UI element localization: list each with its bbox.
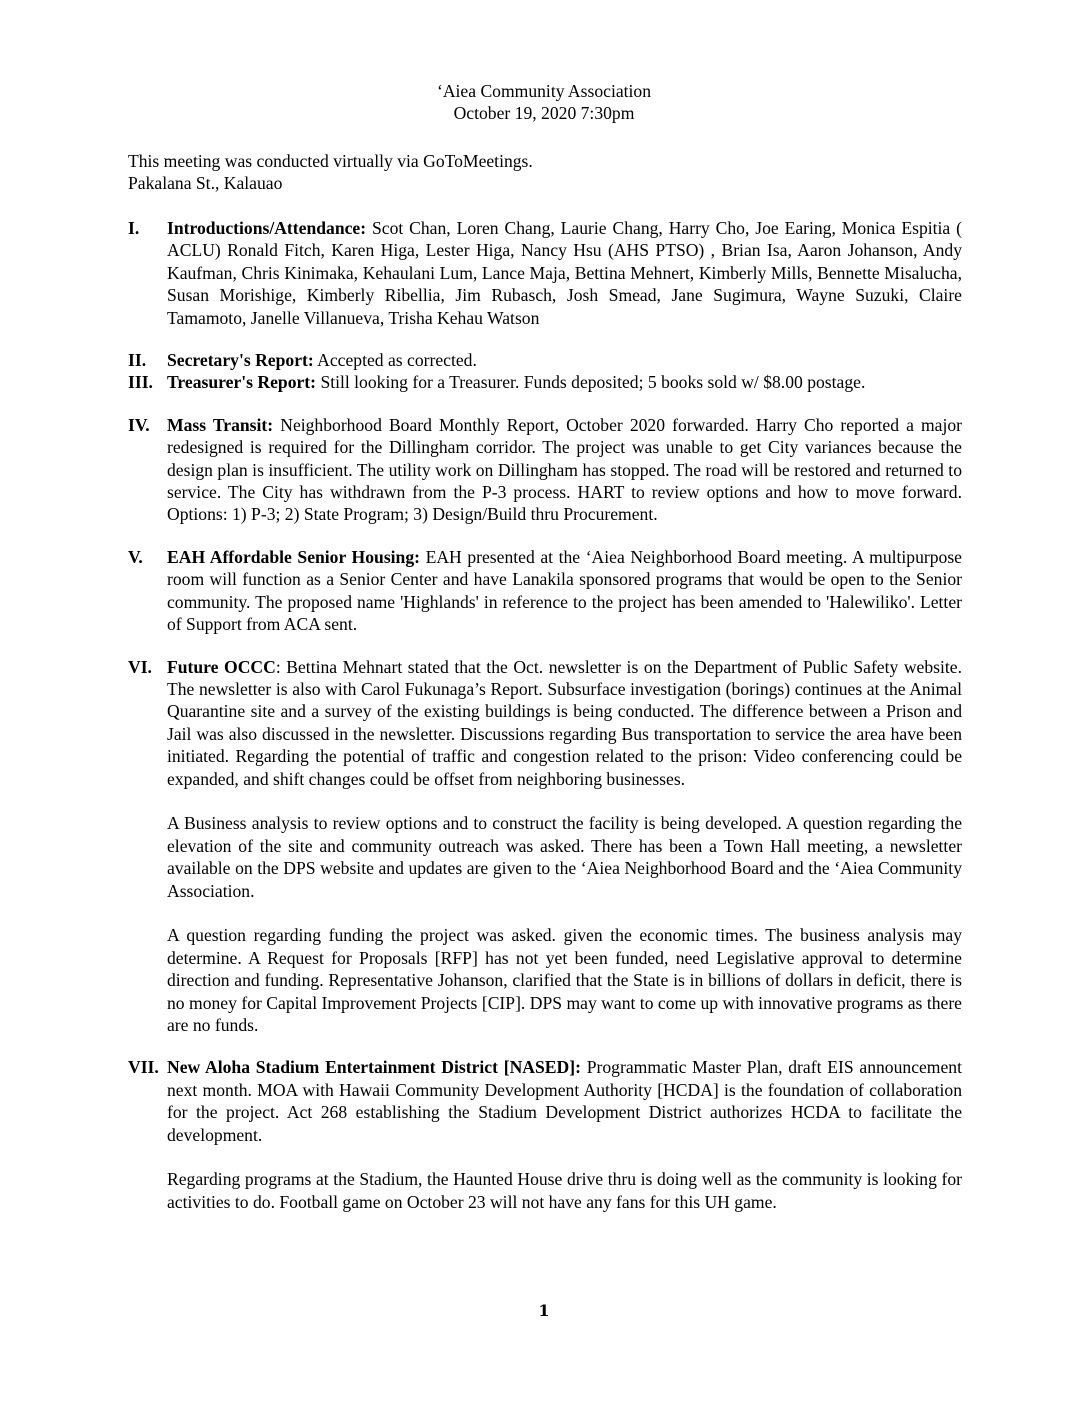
item-number: II. <box>128 350 147 371</box>
meeting-datetime: October 19, 2020 7:30pm <box>453 103 635 124</box>
item-title: Mass Transit: <box>167 414 274 435</box>
item-number: III. <box>128 372 153 393</box>
item-paragraph: Regarding programs at the Stadium, the Haunted House drive thru is doing well as the community is looking for activities to do. Football game on October 23 will not have any fans for this UH game. <box>167 1169 962 1212</box>
item-title: Future OCCC <box>167 656 276 677</box>
item-title: New Aloha Stadium Entertainment District [NASED]: <box>167 1057 581 1078</box>
agenda-item-nased <box>128 1056 962 1213</box>
item-text: Accepted as corrected. <box>317 350 477 371</box>
item-number: I. <box>128 218 140 238</box>
agenda-item-secretary-report <box>128 349 962 371</box>
meeting-intro <box>128 150 968 195</box>
intro-line-2: Pakalana St., Kalauao <box>128 173 283 194</box>
item-text: Still looking for a Treasurer. Funds deposited; 5 books sold w/ $8.00 postage. <box>320 372 866 393</box>
item-title: Introductions/Attendance: <box>167 218 367 238</box>
document-header <box>0 80 1088 125</box>
agenda-item-mass-transit <box>128 414 962 526</box>
agenda-item-senior-housing <box>128 546 962 636</box>
item-title: Secretary's Report: <box>167 350 314 371</box>
item-number: V. <box>128 546 143 567</box>
intro-line-1: This meeting was conducted virtually via GoToMeetings. <box>128 151 533 171</box>
item-text: Scot Chan, Loren Chang, Laurie Chang, Harry Cho, Joe Earing, Monica Espitia ( ACLU) Ronald Fitch, Karen Higa, Lester Higa, Nancy Hsu (AHS PTSO) , Brian Isa, Aaron Johanson, Andy Kaufman, Chris Kinimaka, Kehaulani Lum, Lance Maja, Bettina Mehnert, Kimberly Mills, Bennette Misalucha, Susan Morishige, Kimberly Ribellia, Jim Rubasch, Josh Smead, Jane Sugimura, Wayne Suzuki, Claire Tamamoto, Janelle Villanueva, Trisha Kehau Watson <box>167 218 962 328</box>
item-number: VI. <box>128 656 152 677</box>
page-number: 1 <box>538 1301 550 1320</box>
agenda-item-attendance <box>128 217 962 329</box>
item-number: VII. <box>128 1057 159 1078</box>
item-paragraph: A Business analysis to review options and to construct the facility is being developed. A question regarding the elevation of the site and community outreach was asked. There has been a Town Hall meeting, a newsletter available on the DPS website and updates are given to the ‘Aiea Neighborhood Board and the ‘Aiea Community Association. <box>167 813 962 901</box>
agenda-items <box>128 217 962 1213</box>
item-text: Neighborhood Board Monthly Report, October 2020 forwarded. Harry Cho reported a major redesigned is required for the Dillingham corridor. The project was unable to get City variances because the design plan is insufficient. The utility work on Dillingham has stopped. The road will be restored and returned to service. The City has withdrawn from the P-3 process. HART to review options and how to move forward. Options: 1) P-3; 2) State Program; 3) Design/Build thru Procurement. <box>167 414 962 525</box>
item-text: Programmatic Master Plan, draft EIS announcement next month. MOA with Hawaii Community Development Authority [HCDA] is the foundation of collaboration for the project. Act 268 establishing the Stadium Development District authorizes HCDA to facilitate the development. <box>167 1057 962 1145</box>
item-title: Treasurer's Report: <box>167 372 317 393</box>
organization-name: ‘Aiea Community Association <box>436 81 652 101</box>
item-number: IV. <box>128 414 150 435</box>
item-text: EAH presented at the ‘Aiea Neighborhood Board meeting. A multipurpose room will function as a Senior Center and have Lanakila sponsored programs that would be open to the Senior community. The proposed name 'Highlands' in reference to the project has been amended to 'Halewiliko'. Letter of Support from ACA sent. <box>167 546 962 635</box>
item-text: : Bettina Mehnart stated that the Oct. newsletter is on the Department of Public Safety website. The newsletter is also with Carol Fukunaga’s Report. Subsurface investigation (borings) continues at the Animal Quarantine site and a survey of the existing buildings is being conducted. The difference between a Prison and Jail was also discussed in the newsletter. Discussions regarding Bus transportation to service the area have been initiated. Regarding the potential of traffic and congestion related to the prison: Video conferencing could be expanded, and shift changes could be offset from neighboring businesses. <box>167 656 962 789</box>
item-title: EAH Affordable Senior Housing: <box>167 546 420 567</box>
agenda-item-future-occc <box>128 656 962 1037</box>
agenda-item-treasurer-report <box>128 371 962 393</box>
item-paragraph: A question regarding funding the project was asked. given the economic times. The business analysis may determine. A Request for Proposals [RFP] has not yet been funded, need Legislative approval to determine direction and funding. Representative Johanson, clarified that the State is in billions of dollars in deficit, there is no money for Capital Improvement Projects [CIP]. DPS may want to come up with innovative programs as there are no funds. <box>167 925 962 1035</box>
